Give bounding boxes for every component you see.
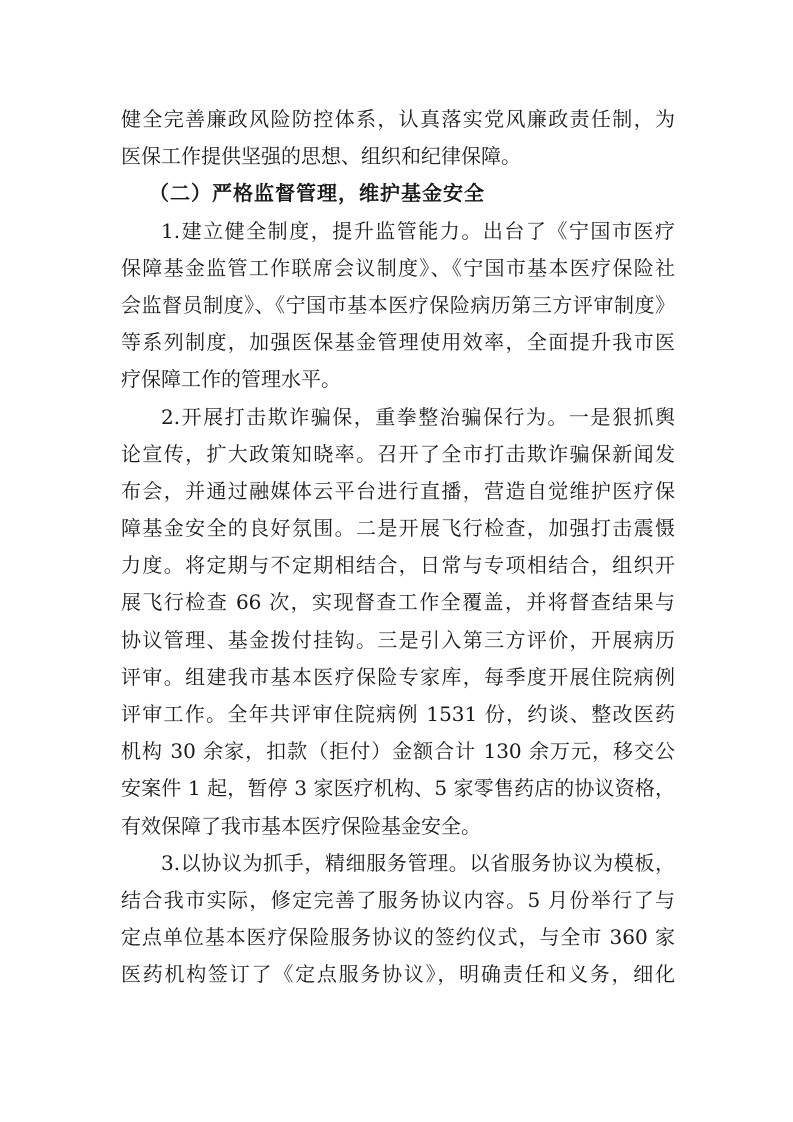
text-line: 论宣传，扩大政策知晓率。召开了全市打击欺诈骗保新闻发: [121, 441, 675, 466]
paragraph-2: [121, 399, 675, 845]
text-line: 力度。将定期与不定期相结合，日常与专项相结合，组织开: [121, 553, 675, 578]
document-page: [121, 101, 675, 994]
text-line: 1.建立健全制度，提升监管能力。出台了《宁国市医疗: [161, 218, 675, 243]
text-line: 医药机构签订了《定点服务协议》，明确责任和义务，细化: [121, 962, 675, 987]
text-line: 展飞行检查 66 次，实现督查工作全覆盖，并将督查结果与: [121, 590, 675, 615]
text-line: 评审。组建我市基本医疗保险专家库，每季度开展住院病例: [121, 664, 675, 689]
text-line: 机构 30 余家，扣款（拒付）金额合计 130 余万元，移交公: [121, 739, 675, 764]
text-line: 等系列制度，加强医保基金管理使用效率，全面提升我市医: [121, 330, 675, 355]
paragraph-1: [121, 213, 675, 399]
text-line: 障基金安全的良好氛围。二是开展飞行检查，加强打击震慑: [121, 516, 675, 541]
text-line: 3.以协议为抓手，精细服务管理。以省服务协议为模板，: [161, 850, 675, 875]
text-line: 评审工作。全年共评审住院病例 1531 份，约谈、整改医药: [121, 702, 675, 726]
text-line: 疗保障工作的管理水平。: [121, 367, 341, 392]
text-line: 结合我市实际，修定完善了服务协议内容。5 月份举行了与: [121, 887, 675, 912]
text-line: 定点单位基本医疗保险服务协议的签约仪式，与全市 360 家: [121, 925, 675, 950]
section-heading: （二）严格监督管理，维护基金安全: [149, 181, 485, 206]
text-line: 保障基金监管工作联席会议制度》、《宁国市基本医疗保险社: [121, 255, 675, 280]
text-line: 2.开展打击欺诈骗保，重拳整治骗保行为。一是狠抓舆: [161, 404, 675, 429]
text-line: 安案件 1 起，暂停 3 家医疗机构、5 家零售药店的协议资格，: [121, 776, 675, 801]
paragraph-3: [121, 845, 675, 994]
continuation-paragraph: [121, 101, 675, 175]
text-line: 协议管理、基金拨付挂钩。三是引入第三方评价，开展病历: [121, 627, 675, 652]
text-line: 健全完善廉政风险防控体系，认真落实党风廉政责任制，为: [121, 107, 675, 131]
text-line: 有效保障了我市基本医疗保险基金安全。: [121, 813, 481, 838]
text-line: 会监督员制度》、《宁国市基本医疗保险病历第三方评审制度》: [121, 292, 675, 317]
text-line: 医保工作提供坚强的思想、组织和纪律保障。: [121, 144, 521, 169]
text-line: 布会，并通过融媒体云平台进行直播，营造自觉维护医疗保: [121, 478, 675, 503]
